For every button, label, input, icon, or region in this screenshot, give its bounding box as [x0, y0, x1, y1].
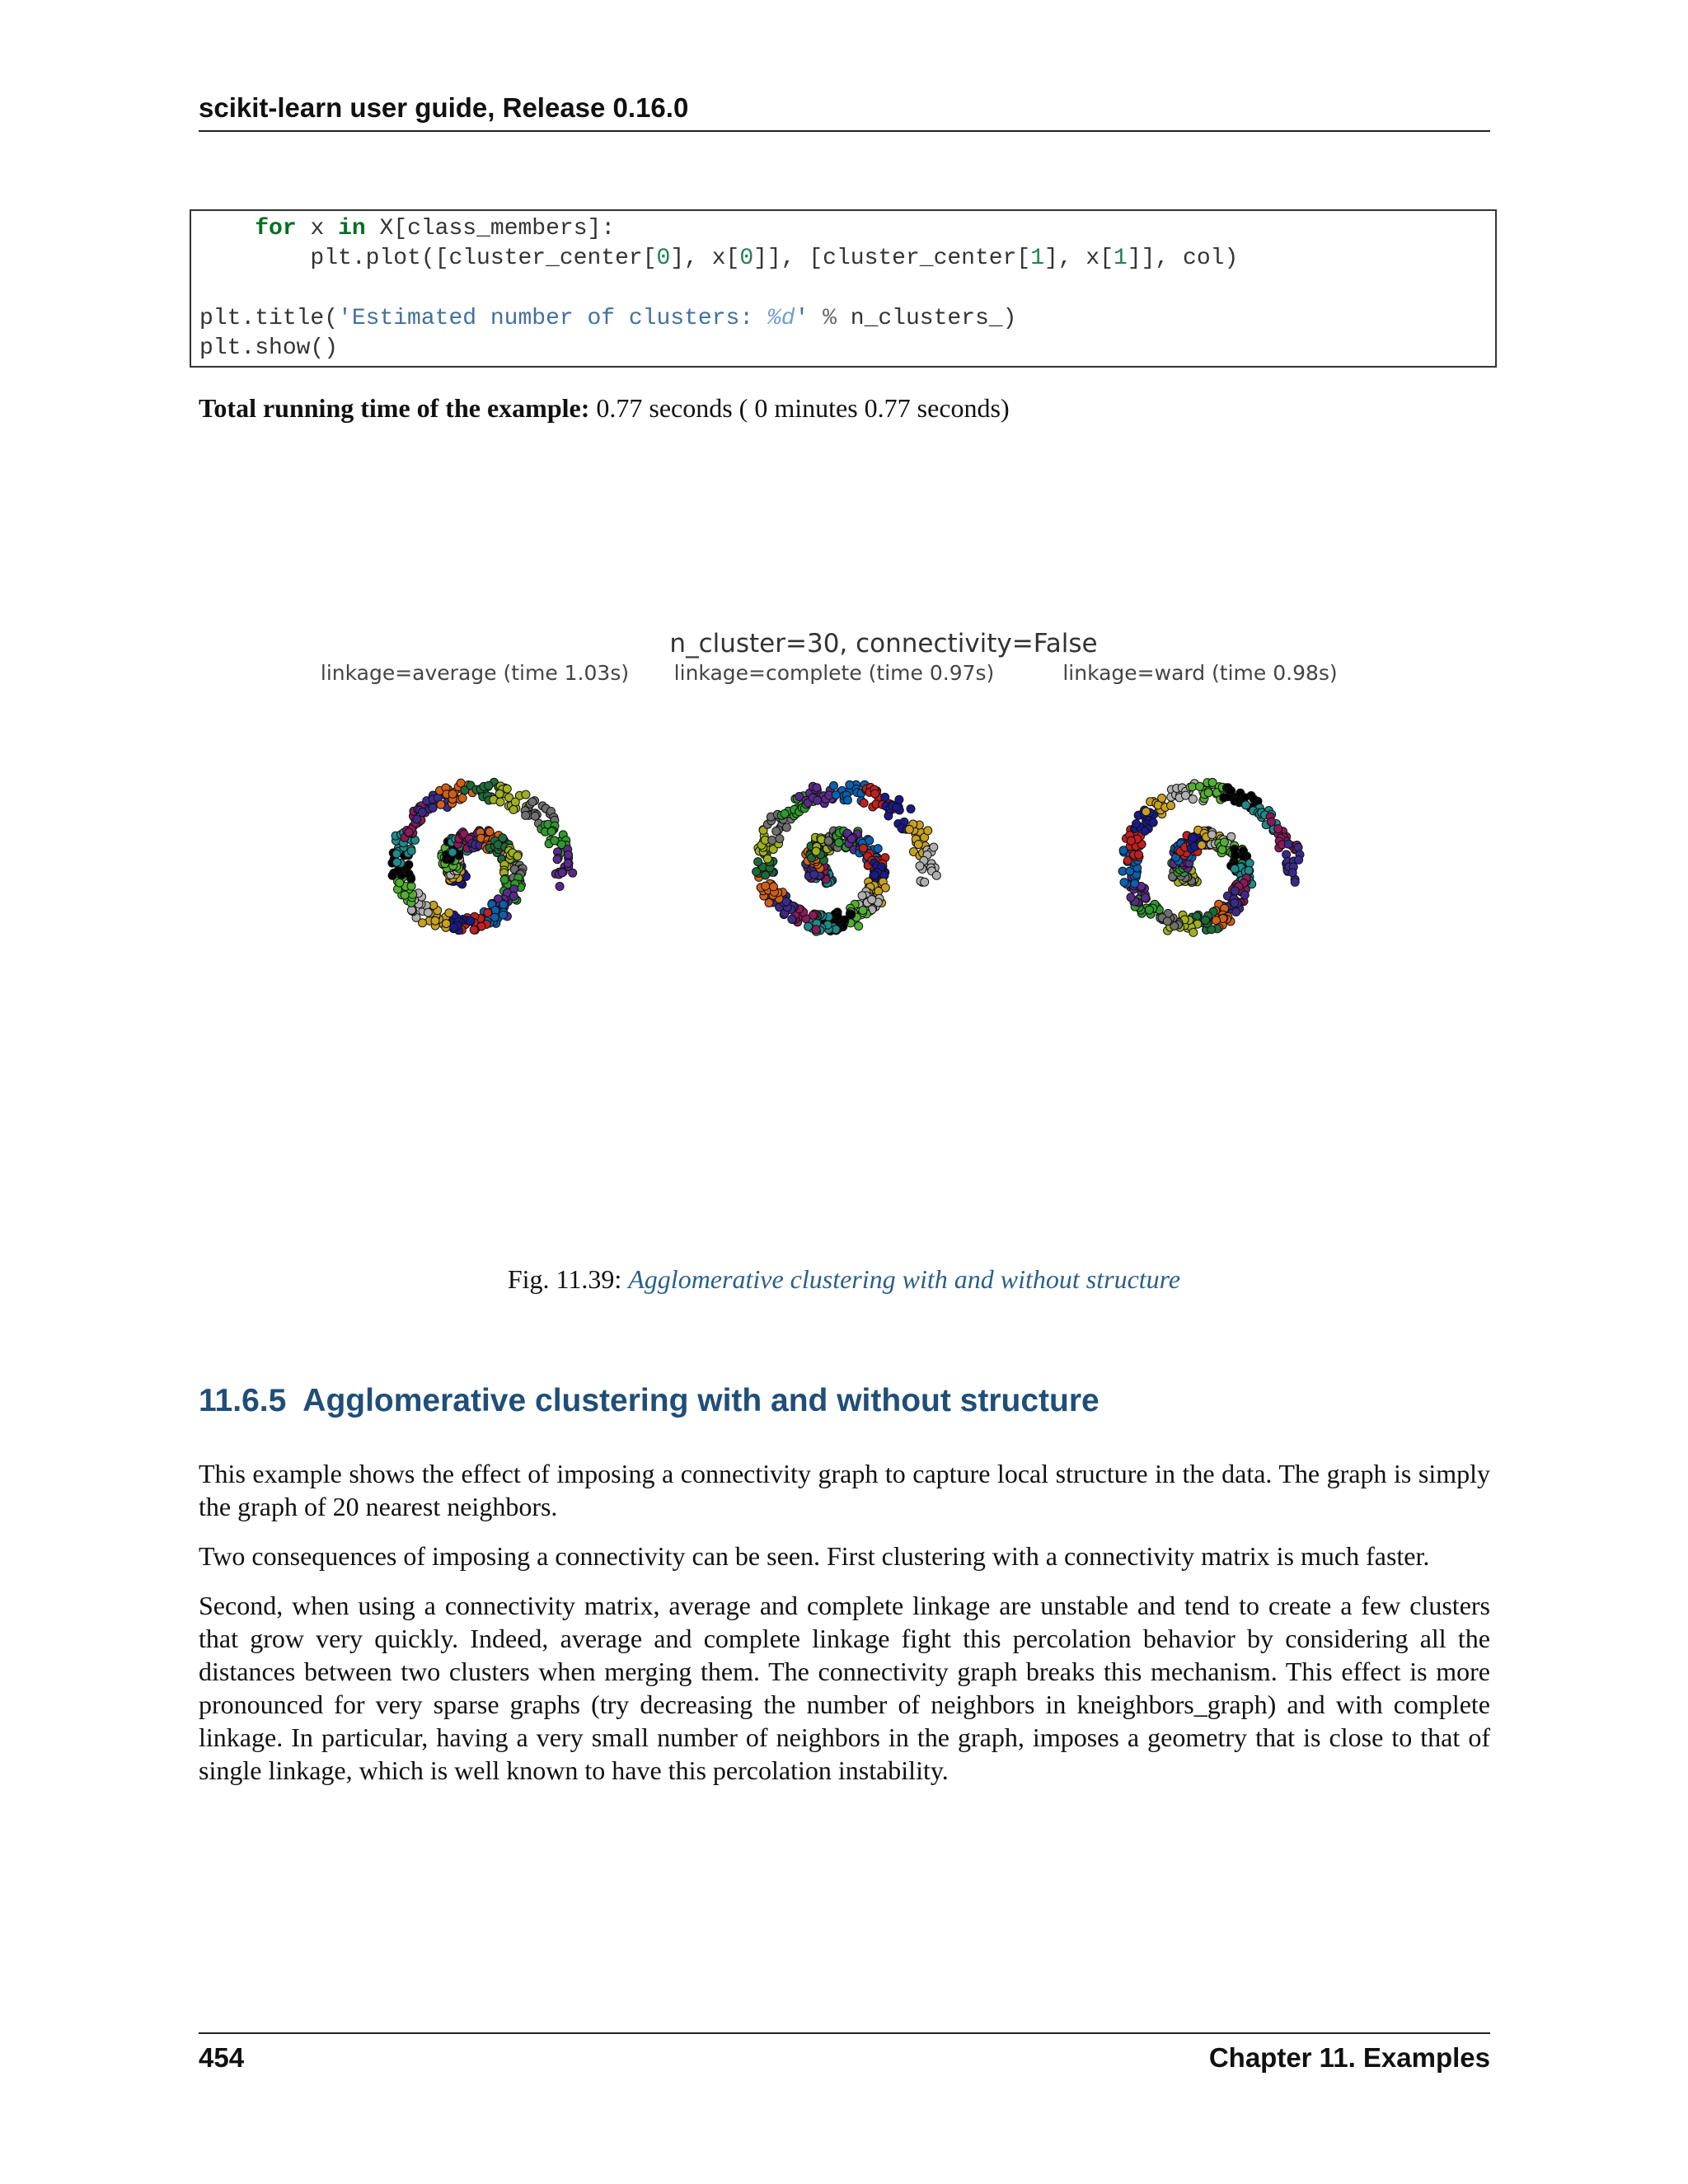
scatter-point [812, 847, 820, 855]
scatter-point [782, 823, 790, 832]
footer-rule [199, 2032, 1490, 2034]
section-number: 11.6.5 [199, 1383, 287, 1418]
scatter-point [813, 784, 821, 792]
code-line-3 [199, 306, 1016, 331]
code-keyword-for: for [255, 216, 297, 241]
code-text [809, 306, 823, 331]
scatter-point [1208, 778, 1217, 786]
scatter-point [1145, 906, 1153, 914]
scatter-point [484, 909, 492, 917]
scatter-point [1227, 787, 1236, 795]
scatter-point [1120, 879, 1128, 887]
scatter-point [814, 796, 822, 804]
code-line-4 [199, 335, 338, 361]
scatter-point [1245, 866, 1253, 874]
code-text: x [296, 216, 339, 241]
scatter-point [458, 794, 467, 802]
scatter-point [1142, 808, 1151, 816]
scatter-point [513, 852, 522, 860]
paragraph-1: This example shows the effect of imposing a connectivity graph to capture local structure in the data. The graph is simply the graph of 20 nearest neighbors. [199, 1459, 1490, 1521]
code-operator: % [823, 306, 837, 331]
code-line-1 [199, 216, 615, 241]
scatter-point [1167, 801, 1175, 809]
scatter-point [392, 850, 401, 858]
scatter-point [496, 798, 504, 806]
scatter-point [868, 896, 876, 904]
scatter-point [1204, 789, 1212, 797]
scatter-point [907, 805, 915, 813]
code-text: ]], col) [1127, 246, 1239, 271]
scatter-point [835, 839, 843, 847]
scatter-point [1131, 879, 1139, 888]
scatter-point [930, 843, 938, 851]
scatter-point [1149, 818, 1157, 827]
scatter-point [874, 887, 883, 895]
scatter-point [509, 805, 518, 813]
panel-title-average: linkage=average (time 1.03s) [320, 661, 630, 685]
scatter-point [916, 862, 924, 870]
scatter-point [1231, 899, 1239, 907]
code-text: plt.plot([cluster_center[ [199, 246, 657, 271]
scatter-point [932, 871, 940, 879]
scatter-point [754, 858, 762, 866]
scatter-point [405, 828, 413, 837]
scatter-point [905, 825, 913, 833]
scatter-point [401, 891, 409, 899]
scatter-point [437, 800, 445, 808]
scatter-point [753, 868, 761, 876]
code-number: 0 [739, 246, 754, 271]
scatter-point [1189, 783, 1197, 791]
scatter-point [893, 804, 901, 812]
scatter-point [824, 837, 832, 845]
scatter-point [847, 835, 856, 843]
scatter-point [1288, 869, 1296, 877]
code-keyword-in: in [338, 216, 366, 241]
scatter-point [1189, 928, 1198, 936]
scatter-point [499, 901, 508, 909]
code-text: ]], [cluster_center[ [753, 246, 1031, 271]
scatter-point [1240, 891, 1249, 899]
running-time-label: Total running time of the example: [199, 393, 590, 423]
code-number: 1 [1114, 246, 1128, 271]
code-text: ], x[ [1044, 246, 1114, 271]
code-indent [199, 216, 255, 241]
scatter-point [470, 926, 478, 934]
scatter-point [921, 878, 929, 886]
code-number: 1 [1030, 246, 1045, 271]
scatter-point [874, 845, 882, 853]
code-line-2 [199, 246, 1238, 271]
scatter-point [499, 911, 508, 919]
scatter-point [765, 899, 773, 907]
scatter-point [860, 799, 868, 807]
figure-suptitle: n_cluster=30, connectivity=False [669, 629, 1098, 658]
scatter-point [528, 798, 537, 806]
scatter-point [859, 907, 867, 915]
code-text: X[class_members]: [365, 216, 616, 241]
paragraph-3: Second, when using a connectivity matrix, average and complete linkage are unstable and tend to create a few clusters that grow very quickly. Indeed, average and complete linkage fight this percolation behavior by considering all the distances between two clusters when merging them. The connectivity graph breaks this mechanism. This effect is more pronounced for very sparse graphs (try decreasing the number of neighbors in kneighbors_graph) and with complete linkage. In particular, having a very small number of neighbors in the graph, imposes a geometry that is close to that of single linkage, which is well known to have this percolation instability. [199, 1591, 1490, 1785]
scatter-point [1274, 825, 1282, 833]
section-heading [199, 1383, 1100, 1419]
scatter-point [1141, 827, 1149, 835]
scatter-point [1189, 795, 1197, 804]
scatter-point [830, 781, 838, 790]
panel-title-ward: linkage=ward (time 0.98s) [1062, 661, 1338, 685]
scatter-point [445, 909, 453, 917]
running-header: scikit-learn user guide, Release 0.16.0 [199, 92, 689, 123]
chapter-label: Chapter 11. Examples [1208, 2042, 1490, 2073]
panel-title-complete: linkage=complete (time 0.97s) [673, 661, 995, 685]
scatter-point [865, 837, 874, 845]
scatter-point [413, 815, 421, 823]
scatter-point [855, 922, 863, 930]
code-interpolation: %d [767, 306, 795, 331]
scatter-point [1142, 894, 1150, 902]
scatter-point [776, 835, 784, 843]
scatter-point [788, 915, 796, 923]
scatter-point [467, 916, 475, 925]
scatter-point [396, 879, 404, 887]
scatter-point [547, 827, 556, 836]
running-time [199, 393, 1010, 424]
figure-caption [0, 1264, 1688, 1295]
running-time-value: 0.77 seconds ( 0 minutes 0.77 seconds) [596, 393, 1010, 423]
scatter-point [768, 836, 776, 844]
scatter-point [442, 920, 450, 928]
scatter-point [565, 851, 573, 859]
scatter-point [450, 923, 458, 931]
scatter-point [870, 871, 879, 879]
scatter-point [843, 796, 851, 804]
section-title-text: Agglomerative clustering with and without structure [302, 1383, 1100, 1418]
scatter-point [1240, 794, 1249, 802]
code-number: 0 [656, 246, 671, 271]
scatter-point [569, 869, 577, 877]
scatter-point [448, 790, 457, 798]
code-text: n_clusters_) [836, 306, 1017, 331]
paragraph-2: Two consequences of imposing a connectivity can be seen. First clustering with a connectivity matrix is much faster. [199, 1541, 1430, 1571]
scatter-point [1202, 916, 1210, 925]
scatter-point [522, 790, 530, 799]
scatter-point [1158, 794, 1166, 803]
scatter-point [556, 883, 564, 891]
header-rule [199, 130, 1490, 132]
scatter-point [511, 798, 519, 806]
scatter-point [424, 908, 432, 916]
scatter-point [485, 781, 493, 790]
caption-prefix: Fig. 11.39: [507, 1264, 629, 1294]
scatter-point [812, 926, 820, 934]
scatter-point [810, 870, 818, 879]
scatter-point [431, 916, 439, 925]
scatter-point [407, 906, 415, 914]
scatter-point [405, 860, 413, 869]
scatter-point [418, 808, 426, 817]
scatter-point [503, 785, 511, 793]
scatter-point [804, 922, 813, 930]
scatter-point [1218, 846, 1226, 854]
scatter-point [1250, 794, 1258, 803]
code-text: plt.show() [199, 335, 339, 361]
scatter-point [1208, 831, 1217, 839]
scatter-point [1220, 838, 1228, 846]
scatter-point [407, 847, 415, 855]
scatter-point [914, 841, 922, 849]
scatter-point [1127, 837, 1135, 845]
scatter-point [833, 912, 842, 921]
scatter-point [1135, 851, 1143, 859]
caption-link[interactable]: Agglomerative clustering with and without structure [628, 1264, 1181, 1294]
scatter-point [564, 860, 572, 868]
scatter-point [405, 869, 413, 878]
scatter-point [531, 812, 539, 820]
scatter-point [1127, 893, 1135, 902]
scatter-point [1196, 782, 1204, 790]
scatter-point [769, 883, 777, 891]
scatter-point [522, 811, 530, 819]
scatter-point [393, 858, 401, 866]
scatter-point [924, 827, 932, 835]
scatter-point [495, 790, 504, 798]
scatter-point [1231, 851, 1240, 860]
scatter-point [871, 790, 879, 798]
scatter-point [1240, 852, 1248, 860]
scatter-point [553, 855, 561, 864]
scatter-point [509, 892, 518, 900]
code-block [190, 209, 1497, 368]
scatter-point [448, 848, 457, 856]
scatter-point [1242, 801, 1250, 809]
page-number: 454 [199, 2042, 245, 2073]
scatter-point [881, 793, 889, 801]
scatter-point [1284, 840, 1292, 848]
scatter-point [1295, 855, 1303, 864]
scatter-point [485, 827, 494, 836]
code-text: plt.title( [199, 306, 339, 331]
scatter-point [429, 804, 437, 812]
scatter-point [558, 869, 566, 877]
code-string: ' [795, 306, 809, 331]
clustering-figure [280, 424, 1393, 1249]
scatter-point [772, 827, 781, 836]
scatter-point [1232, 908, 1240, 916]
scatter-point [1163, 917, 1171, 926]
scatter-point [781, 810, 789, 818]
scatter-point [1267, 818, 1275, 826]
scatter-point [1132, 820, 1141, 828]
code-string: 'Estimated number of clusters: [338, 306, 767, 331]
code-text: ], x[ [670, 246, 740, 271]
scatter-point [1291, 878, 1299, 886]
scatter-point [1231, 865, 1239, 873]
scatter-point [762, 882, 770, 890]
scatter-point [500, 875, 509, 883]
scatter-point [1198, 841, 1206, 849]
scatter-point [832, 791, 840, 799]
